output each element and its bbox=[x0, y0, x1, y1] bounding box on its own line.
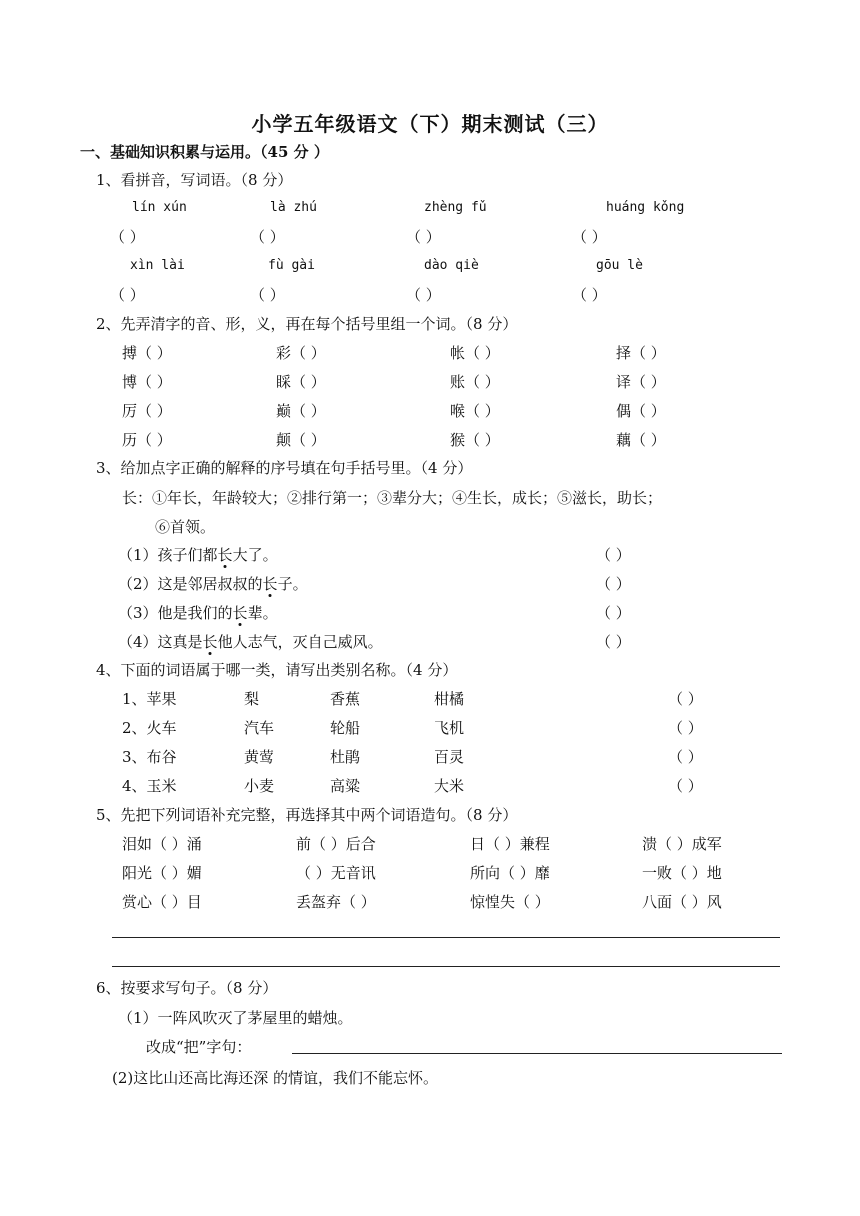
q6-sentence-1: （1）一阵风吹灭了茅屋里的蜡烛。 bbox=[118, 1009, 353, 1027]
answer-bracket: （ ） bbox=[596, 604, 631, 622]
q5-prompt: 5、先把下列词语补充完整，再选择其中两个词语造句。（8 分） bbox=[96, 806, 518, 824]
page-title: 小学五年级语文（下）期末测试（三） bbox=[251, 112, 609, 136]
sentence-text: 大了。 bbox=[232, 546, 278, 564]
pinyin-item: fù gài bbox=[268, 258, 315, 273]
q4-word: 杜鹃 bbox=[330, 748, 361, 766]
answer-bracket: （ ） bbox=[596, 575, 631, 593]
idiom-blank: （ ）无音讯 bbox=[296, 864, 376, 882]
answer-bracket: （ ） bbox=[406, 228, 441, 246]
answer-bracket: （ ） bbox=[110, 286, 145, 304]
idiom-blank: 溃（ ）成军 bbox=[642, 835, 722, 853]
dotted-char: 长 bbox=[262, 575, 278, 593]
idiom-blank: 泪如（ ）涌 bbox=[122, 835, 202, 853]
q3-sentence bbox=[118, 545, 278, 565]
pinyin-item: xìn lài bbox=[130, 258, 185, 273]
q2-cell: 巅（ ） bbox=[276, 402, 326, 420]
q3-sentence bbox=[118, 574, 308, 594]
q4-word: 香蕉 bbox=[330, 690, 361, 708]
q2-cell: 颠（ ） bbox=[276, 431, 326, 449]
q4-word: 高粱 bbox=[330, 777, 361, 795]
q2-cell: 彩（ ） bbox=[276, 344, 326, 362]
q4-word: 飞机 bbox=[434, 719, 465, 737]
idiom-blank: 前（ ）后合 bbox=[296, 835, 376, 853]
q4-word: 4、玉米 bbox=[122, 777, 177, 795]
q2-cell: 猴（ ） bbox=[450, 431, 500, 449]
part1-heading: 一、基础知识积累与运用。（45 分 ） bbox=[80, 143, 329, 161]
q2-cell: 历（ ） bbox=[122, 431, 172, 449]
q3-prompt: 3、给加点字正确的解释的序号填在句手括号里。（4 分） bbox=[96, 459, 473, 477]
q3-sentence bbox=[118, 603, 278, 623]
idiom-blank: 八面（ ）风 bbox=[642, 893, 722, 911]
pinyin-item: dào qiè bbox=[424, 258, 479, 273]
q4-word: 2、火车 bbox=[122, 719, 177, 737]
idiom-blank: 阳光（ ）媚 bbox=[122, 864, 202, 882]
q4-word: 大米 bbox=[434, 777, 465, 795]
q1-prompt: 1、看拼音，写词语。（8 分） bbox=[96, 171, 293, 189]
sentence-text: 辈。 bbox=[247, 604, 278, 622]
answer-bracket: （ ） bbox=[110, 228, 145, 246]
answer-bracket: （ ） bbox=[668, 777, 703, 795]
idiom-blank: 赏心（ ）目 bbox=[122, 893, 202, 911]
q4-word: 百灵 bbox=[434, 748, 465, 766]
q2-cell: 择（ ） bbox=[616, 344, 666, 362]
q2-prompt: 2、先弄清字的音、形，义，再在每个括号里组一个词。（8 分） bbox=[96, 315, 518, 333]
q4-word: 柑橘 bbox=[434, 690, 465, 708]
q4-word: 3、布谷 bbox=[122, 748, 177, 766]
pinyin-item: zhèng fǔ bbox=[424, 200, 487, 215]
q4-word: 汽车 bbox=[244, 719, 275, 737]
answer-bracket: （ ） bbox=[668, 719, 703, 737]
q4-word: 黄莺 bbox=[244, 748, 275, 766]
q6-sentence-2: (2)这比山还高比海还深 的情谊，我们不能忘怀。 bbox=[112, 1069, 439, 1087]
idiom-blank: 所向（ ）靡 bbox=[470, 864, 550, 882]
q4-word: 1、苹果 bbox=[122, 690, 177, 708]
idiom-blank: 一败（ ）地 bbox=[642, 864, 722, 882]
q3-definitions-cont: ⑥首领。 bbox=[155, 518, 216, 536]
q2-cell: 喉（ ） bbox=[450, 402, 500, 420]
answer-bracket: （ ） bbox=[250, 228, 285, 246]
q2-cell: 睬（ ） bbox=[276, 373, 326, 391]
q6-prompt: 6、按要求写句子。（8 分） bbox=[96, 979, 278, 997]
q2-cell: 帐（ ） bbox=[450, 344, 500, 362]
q2-cell: 博（ ） bbox=[122, 373, 172, 391]
dotted-char: 长 bbox=[202, 633, 218, 651]
answer-bracket: （ ） bbox=[596, 546, 631, 564]
answer-line bbox=[112, 937, 780, 938]
pinyin-item: gōu lè bbox=[596, 258, 643, 273]
q3-sentence bbox=[118, 632, 383, 652]
answer-line bbox=[112, 966, 780, 967]
sentence-text: （4）这真是 bbox=[118, 633, 203, 651]
answer-bracket: （ ） bbox=[572, 286, 607, 304]
q2-cell: 厉（ ） bbox=[122, 402, 172, 420]
q2-cell: 藕（ ） bbox=[616, 431, 666, 449]
pinyin-item: huáng kǒng bbox=[606, 200, 685, 215]
idiom-blank: 惊惶失（ ） bbox=[470, 893, 550, 911]
dotted-char: 长 bbox=[232, 604, 248, 622]
sentence-text: 子。 bbox=[277, 575, 308, 593]
answer-bracket: （ ） bbox=[668, 690, 703, 708]
pinyin-item: lín xún bbox=[132, 200, 187, 215]
q2-cell: 译（ ） bbox=[616, 373, 666, 391]
idiom-blank: 日（ ）兼程 bbox=[470, 835, 550, 853]
answer-bracket: （ ） bbox=[596, 633, 631, 651]
answer-bracket: （ ） bbox=[668, 748, 703, 766]
sentence-text: （3）他是我们的 bbox=[118, 604, 233, 622]
q3-definitions: 长：①年长，年龄较大；②排行第一；③辈分大；④生长，成长；⑤滋长，助长； bbox=[122, 489, 663, 507]
q4-word: 梨 bbox=[244, 690, 260, 708]
q4-prompt: 4、下面的词语属于哪一类，请写出类别名称。（4 分） bbox=[96, 661, 458, 679]
q4-word: 轮船 bbox=[330, 719, 361, 737]
idiom-blank: 丢盔弃（ ） bbox=[296, 893, 376, 911]
q6-task: 改成“把”字句： bbox=[146, 1038, 252, 1056]
q4-word: 小麦 bbox=[244, 777, 275, 795]
q2-cell: 偶（ ） bbox=[616, 402, 666, 420]
sentence-text: （2）这是邻居叔叔的 bbox=[118, 575, 263, 593]
sentence-text: （1）孩子们都 bbox=[118, 546, 218, 564]
answer-bracket: （ ） bbox=[406, 286, 441, 304]
answer-bracket: （ ） bbox=[572, 228, 607, 246]
q2-cell: 搏（ ） bbox=[122, 344, 172, 362]
answer-line bbox=[292, 1053, 782, 1054]
answer-bracket: （ ） bbox=[250, 286, 285, 304]
dotted-char: 长 bbox=[217, 546, 233, 564]
sentence-text: 他人志气，灭自己威风。 bbox=[217, 633, 383, 651]
pinyin-item: là zhú bbox=[270, 200, 317, 215]
q2-cell: 账（ ） bbox=[450, 373, 500, 391]
